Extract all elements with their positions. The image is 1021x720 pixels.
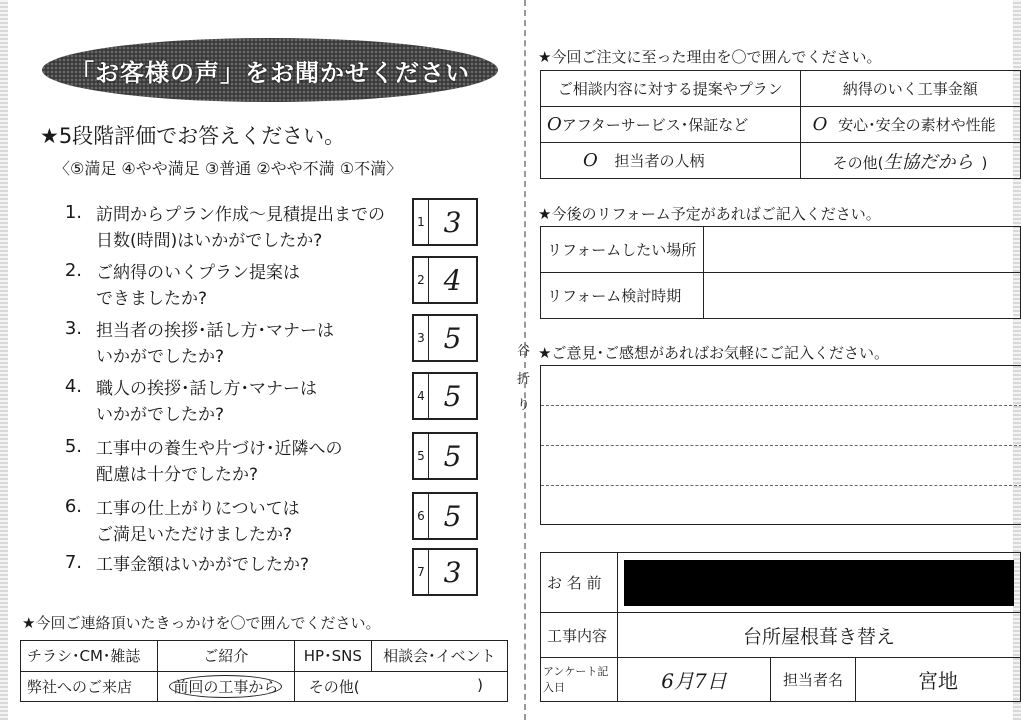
fold-label-1: 谷 — [517, 344, 531, 359]
reason-cell[interactable] — [800, 107, 1020, 143]
handwritten-mark: O — [583, 150, 598, 171]
paper-edge-left — [0, 0, 8, 720]
question-text — [96, 202, 385, 254]
handwritten-mark: O — [547, 114, 562, 135]
contact-cell[interactable]: ご紹介 — [158, 641, 295, 672]
score-box[interactable] — [412, 548, 478, 596]
score-box-label: 7 — [414, 550, 429, 594]
score-box[interactable] — [412, 432, 478, 480]
other-open: その他( — [308, 677, 360, 696]
reason-cell[interactable] — [541, 107, 801, 143]
handwritten-answer: 生協だから — [883, 151, 974, 173]
contact-cell[interactable]: 相談会･イベント — [371, 641, 507, 672]
fold-label-2: 折 — [517, 372, 531, 387]
question-number: 3. — [64, 318, 82, 339]
question-line: いかがでしたか? — [96, 347, 225, 367]
question-text — [96, 496, 300, 548]
score-box[interactable] — [412, 372, 478, 420]
plan-time-label: リフォーム検討時期 — [541, 273, 704, 319]
question-line: ご満足いただけましたか? — [96, 525, 293, 545]
contact-heading: ★今回ご連絡頂いたきっかけを〇で囲んでください。 — [22, 614, 381, 632]
score-value: 3 — [443, 205, 462, 239]
handwritten-mark: O — [812, 114, 828, 135]
question-number: 4. — [64, 376, 82, 397]
name-label: お 名 前 — [541, 553, 618, 613]
work-label: 工事内容 — [541, 613, 618, 657]
fold-line — [524, 0, 526, 720]
question-text — [96, 260, 300, 312]
plan-table — [540, 226, 1021, 319]
question-number: 2. — [64, 260, 82, 281]
question-line: 配慮は十分でしたか? — [96, 465, 259, 485]
reason-label: 安心･安全の素材や性能 — [838, 116, 996, 134]
contact-cell[interactable]: HP･SNS — [294, 641, 371, 672]
ruled-line — [541, 486, 1021, 525]
score-box-label: 6 — [414, 494, 429, 538]
date-label: アンケート記入日 — [541, 657, 618, 701]
reason-label: ) — [981, 153, 988, 172]
ruled-line — [541, 406, 1021, 446]
reason-table — [540, 70, 1021, 179]
question-text — [96, 436, 343, 488]
question-text — [96, 318, 334, 370]
score-value: 5 — [443, 379, 462, 413]
score-box-label: 2 — [414, 258, 429, 302]
score-box-label: 4 — [414, 374, 429, 418]
question-line: 担当者の挨拶･話し方･マナーは — [96, 321, 334, 341]
question-line: 日数(時間)はいかがでしたか? — [96, 231, 323, 251]
contact-cell[interactable]: チラシ･CM･雑誌 — [21, 641, 158, 672]
contact-cell-circled[interactable] — [158, 671, 295, 702]
score-value: 3 — [443, 555, 462, 589]
question-text — [96, 376, 317, 428]
opinion-heading: ★ご意見･ご感想があればお気軽にご記入ください。 — [538, 344, 889, 362]
other-close: ) — [477, 675, 483, 694]
circled-choice: 前回の工事から — [169, 675, 282, 698]
reason-cell[interactable]: ご相談内容に対する提案やプラン — [541, 71, 801, 107]
plan-place-label: リフォームしたい場所 — [541, 227, 704, 273]
question-line: いかがでしたか? — [96, 405, 225, 425]
score-value: 5 — [443, 439, 462, 473]
contact-cell[interactable]: 弊社へのご来店 — [21, 671, 158, 702]
staff-value[interactable]: 宮地 — [856, 657, 1021, 701]
score-box[interactable] — [412, 492, 478, 540]
staff-label: 担当者名 — [771, 657, 856, 701]
contact-table — [20, 640, 508, 702]
score-box-label: 3 — [414, 316, 429, 360]
reason-cell[interactable]: 納得のいく工事金額 — [800, 71, 1020, 107]
score-box[interactable] — [412, 314, 478, 362]
info-table — [540, 552, 1021, 702]
fold-label-3: り — [517, 398, 531, 413]
question-number: 1. — [64, 202, 82, 223]
score-box-label: 5 — [414, 434, 429, 478]
score-value: 5 — [443, 499, 462, 533]
plan-heading: ★今後のリフォーム予定があればご記入ください。 — [538, 205, 881, 223]
score-box[interactable] — [412, 256, 478, 304]
title-banner — [42, 38, 498, 102]
question-line: ご納得のいくプラン提案は — [96, 263, 300, 283]
reason-label: 担当者の人柄 — [614, 152, 705, 170]
question-line: 工事中の養生や片づけ･近隣への — [96, 439, 343, 459]
score-value: 5 — [443, 321, 462, 355]
question-number: 5. — [64, 436, 82, 457]
page-title: 「お客様の声」をお聞かせください — [70, 58, 470, 87]
ruled-line — [541, 366, 1021, 406]
reason-label: アフターサービス･保証など — [561, 116, 749, 134]
question-number: 7. — [64, 552, 82, 573]
question-line: 訪問からプラン作成～見積提出までの — [96, 205, 385, 225]
date-value[interactable]: 6月7日 — [618, 657, 771, 701]
redaction-block — [624, 560, 1014, 606]
rating-heading: ★5段階評価でお答えください。 — [40, 124, 346, 148]
reason-cell[interactable] — [800, 143, 1020, 179]
name-field[interactable] — [618, 553, 1021, 613]
rating-scale: 〈⑤満足 ④やや満足 ③普通 ②やや不満 ①不満〉 — [54, 159, 403, 178]
question-line: 工事の仕上がりについては — [96, 499, 300, 519]
ruled-line — [541, 446, 1021, 486]
plan-time-field[interactable] — [704, 273, 1021, 319]
reason-cell[interactable] — [541, 143, 801, 179]
question-line: 工事金額はいかがでしたか? — [96, 555, 310, 575]
score-value: 4 — [443, 263, 462, 297]
opinion-field[interactable] — [540, 365, 1021, 525]
reason-label: その他( — [832, 153, 884, 172]
plan-place-field[interactable] — [704, 227, 1021, 273]
score-box[interactable] — [412, 198, 478, 246]
question-text — [96, 552, 309, 578]
work-value[interactable]: 台所屋根葺き替え — [618, 613, 1021, 657]
question-number: 6. — [64, 496, 82, 517]
contact-cell-other[interactable] — [294, 671, 507, 702]
question-line: 職人の挨拶･話し方･マナーは — [96, 379, 317, 399]
question-line: できましたか? — [96, 289, 208, 309]
reason-heading: ★今回ご注文に至った理由を〇で囲んでください。 — [538, 48, 882, 66]
score-box-label: 1 — [414, 200, 429, 244]
